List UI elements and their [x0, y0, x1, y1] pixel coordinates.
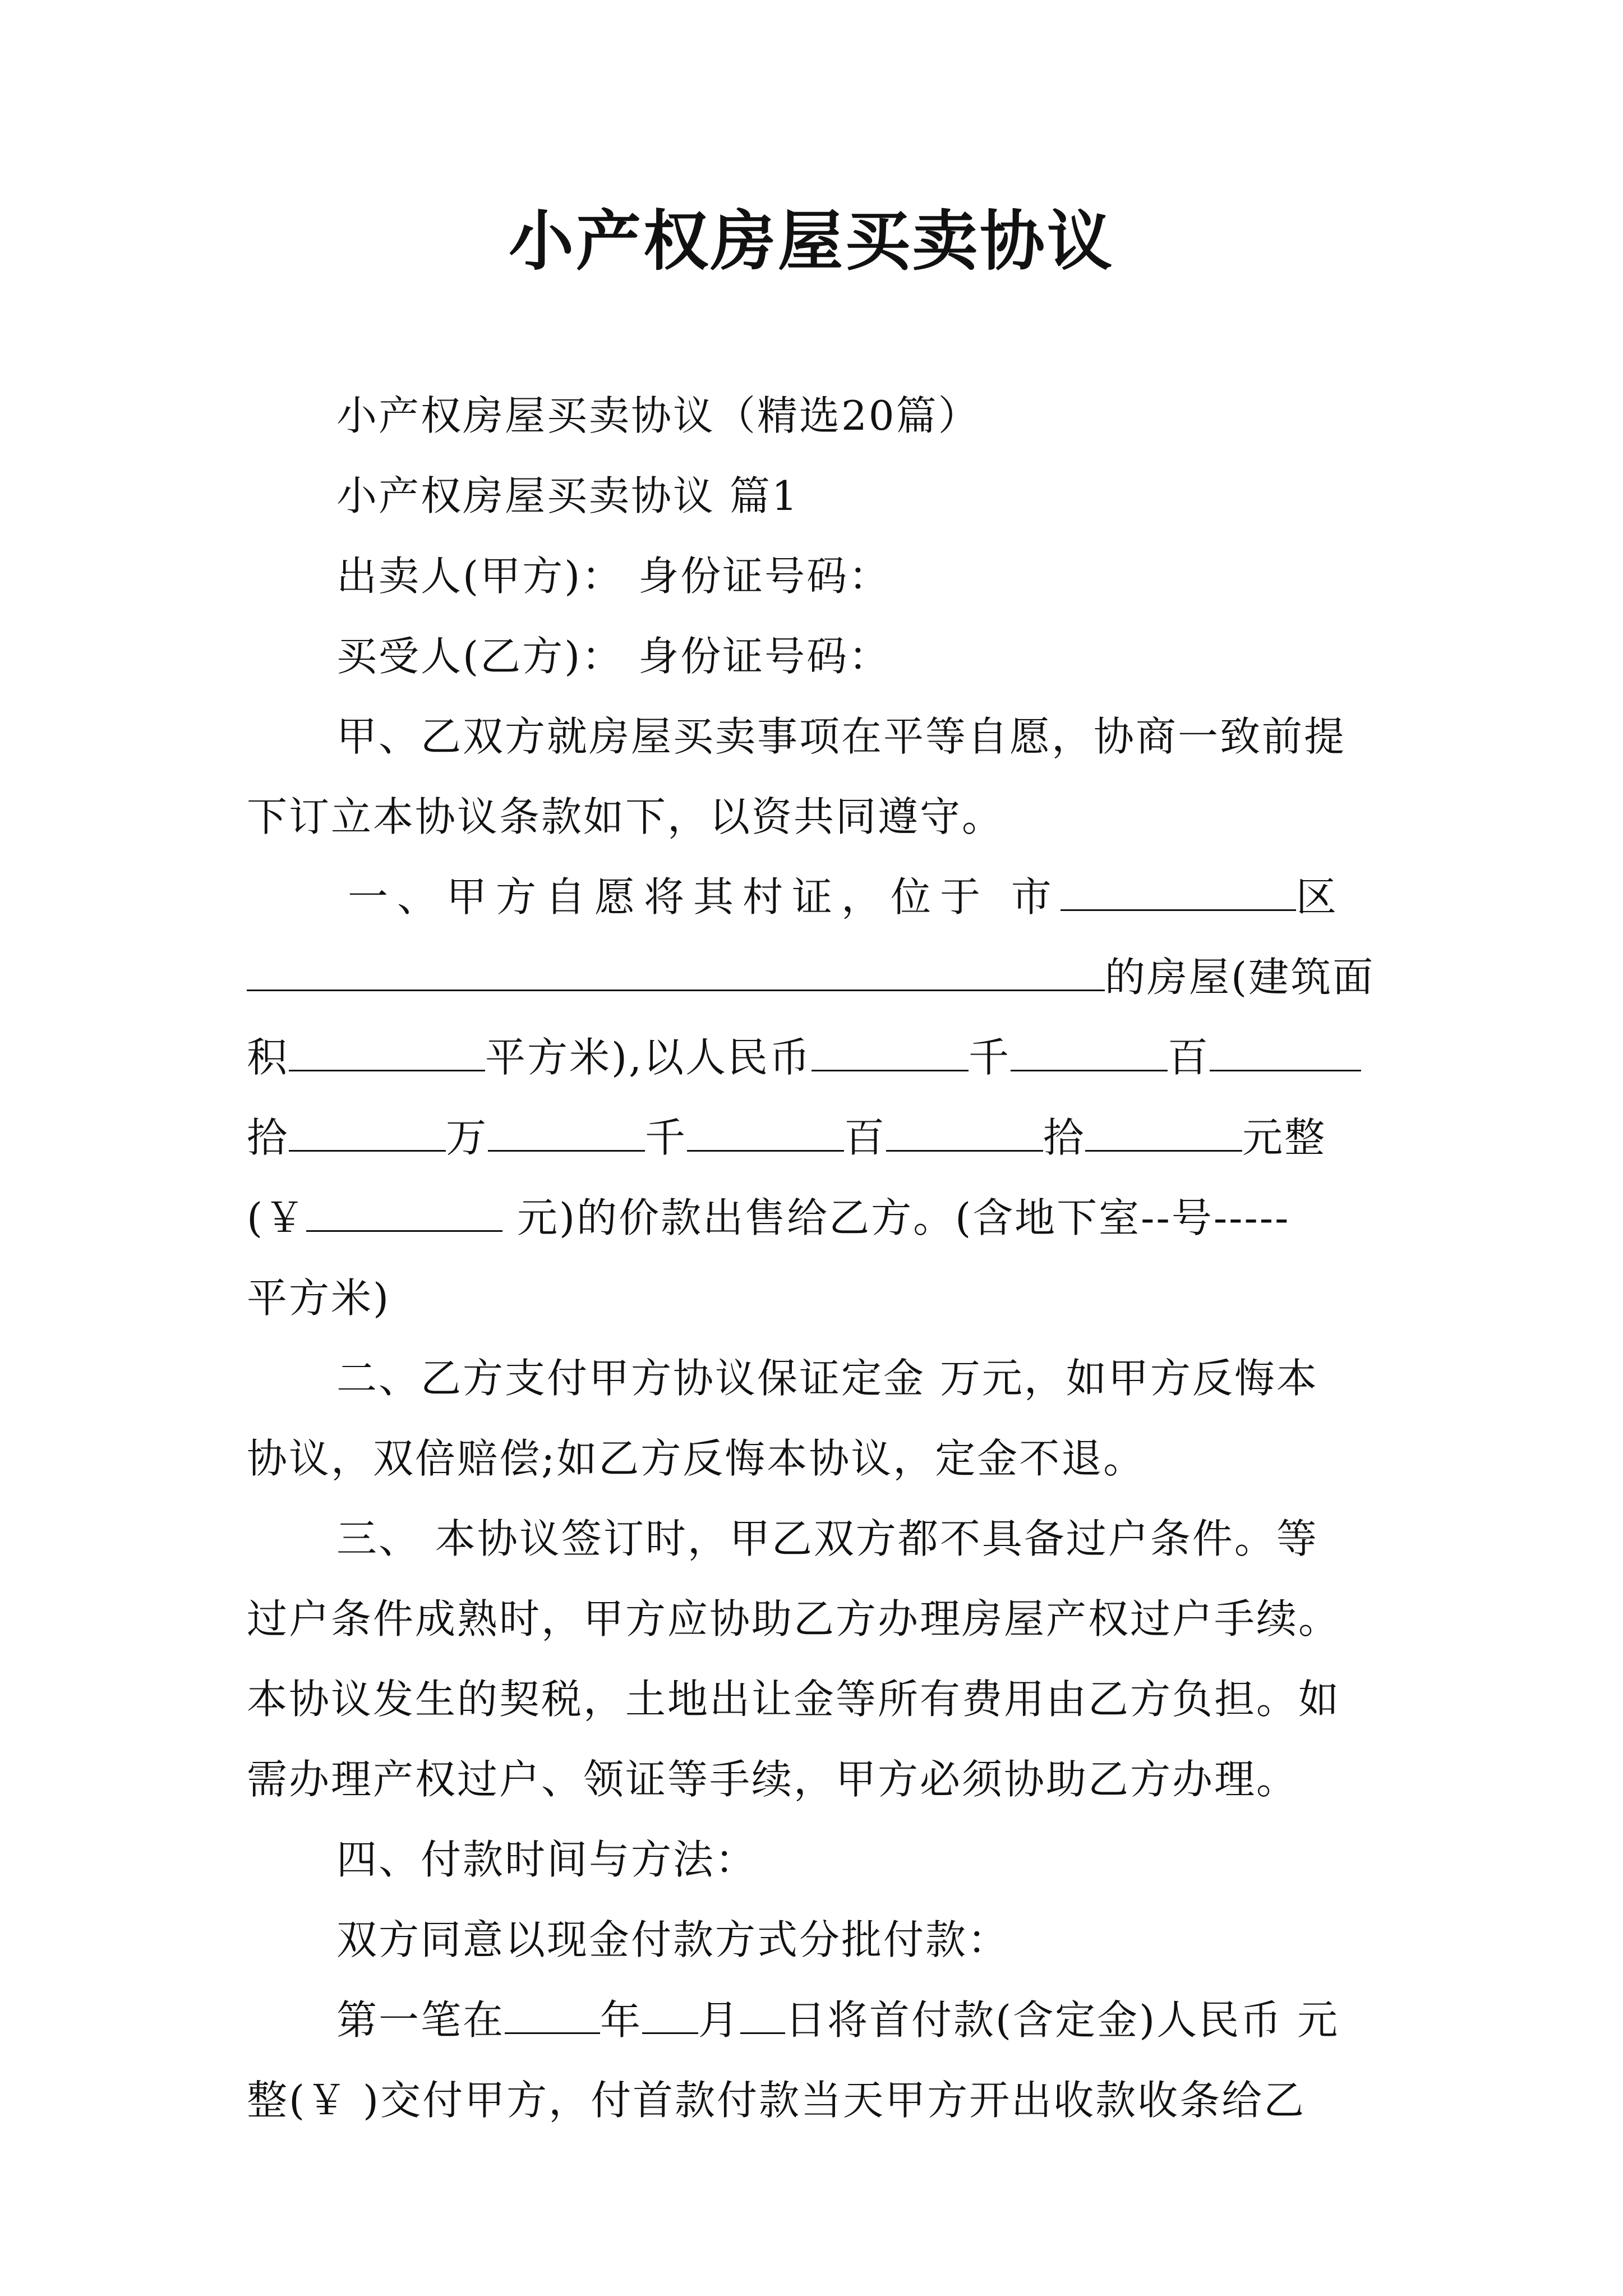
blank-shi-lead	[1210, 1037, 1361, 1071]
clause1-lead: 一、甲方自愿将其村证，位于 市	[348, 873, 1061, 921]
blank-wan	[289, 1117, 446, 1152]
blank-month	[642, 2000, 698, 2034]
clause1-line-1	[247, 857, 1374, 937]
clause3-line-2: 过户条件成熟时，甲方应协助乙方办理房屋产权过户手续。	[247, 1595, 1341, 1642]
buyer-line: 买受人(乙方)： 身份证号码：	[336, 633, 891, 680]
subtitle: 小产权房屋买卖协议（精选20篇）	[336, 392, 980, 439]
blank-area	[289, 1037, 485, 1071]
blank-qian	[811, 1037, 969, 1071]
intro-line-1: 甲、乙双方就房屋买卖事项在平等自愿，协商一致前提	[336, 713, 1347, 760]
blank-shi-2	[886, 1117, 1043, 1152]
clause2-line-1: 二、乙方支付甲方协议保证定金 万元，如甲方反悔本	[336, 1355, 1318, 1402]
blank-qian-2	[488, 1117, 645, 1152]
clause1-line-4	[247, 1098, 1374, 1178]
qian-label-2: 千	[645, 1114, 688, 1161]
qian-label: 千	[969, 1034, 1011, 1081]
wan-label: 万	[446, 1114, 488, 1161]
area-unit: 平方米),以人民币	[485, 1034, 811, 1081]
blank-day	[740, 2000, 785, 2034]
clause1-tail: 平方米)	[247, 1274, 391, 1322]
intro-line-2: 下订立本协议条款如下，以资共同遵守。	[247, 793, 1004, 840]
clause3-line-3: 本协议发生的契税，土地出让金等所有费用由乙方负担。如	[247, 1676, 1341, 1723]
clause4-heading: 四、付款时间与方法：	[336, 1836, 758, 1883]
yen-close: 元)的价款出售给乙方。(含地下室--号-----	[502, 1194, 1290, 1241]
yuan-zheng-label: 元整	[1242, 1114, 1327, 1161]
clause2-line-2: 协议，双倍赔偿;如乙方反悔本协议，定金不退。	[247, 1435, 1146, 1482]
document-body	[247, 376, 1374, 2141]
shi-label: 拾	[247, 1114, 289, 1161]
clause4-first-payment	[247, 1980, 1374, 2060]
year-label: 年	[600, 1996, 643, 2044]
first-prefix: 第一笔在	[336, 1996, 505, 2044]
clause1-line-3	[247, 1018, 1374, 1098]
day-text: 日将首付款(含定金)人民币 元	[785, 1996, 1340, 2044]
clause3-line-1: 三、 本协议签订时，甲乙双方都不具备过户条件。等	[336, 1515, 1318, 1562]
yen-open: (￥	[247, 1194, 307, 1241]
document-title: 小产权房屋买卖协议	[509, 203, 1114, 279]
blank-address	[247, 957, 1105, 991]
bai-label-2: 百	[844, 1114, 887, 1161]
clause4-last-line: 整(￥ )交付甲方，付首款付款当天甲方开出收款收条给乙	[247, 2077, 1306, 2124]
month-label: 月	[698, 1996, 741, 2044]
district-label: 区	[1295, 873, 1338, 921]
house-label: 的房屋(建筑面	[1105, 954, 1375, 1001]
blank-bai-2	[687, 1117, 844, 1152]
section-heading: 小产权房屋买卖协议 篇1	[336, 472, 799, 519]
clause4-method: 双方同意以现金付款方式分批付款：	[336, 1916, 1010, 1963]
area-prefix: 积	[247, 1034, 289, 1081]
blank-year	[505, 2000, 600, 2034]
blank-yen-amount	[306, 1198, 502, 1232]
blank-bai	[1011, 1037, 1168, 1071]
bai-label: 百	[1168, 1034, 1210, 1081]
clause1-line-2	[247, 937, 1374, 1018]
clause3-line-4: 需办理产权过户、领证等手续，甲方必须协助乙方办理。	[247, 1756, 1299, 1803]
blank-yuan	[1085, 1117, 1242, 1152]
blank-city-district	[1061, 877, 1296, 911]
clause1-line-5	[247, 1178, 1374, 1258]
shi-label-2: 拾	[1043, 1114, 1086, 1161]
seller-line: 出卖人(甲方)： 身份证号码：	[336, 553, 891, 600]
